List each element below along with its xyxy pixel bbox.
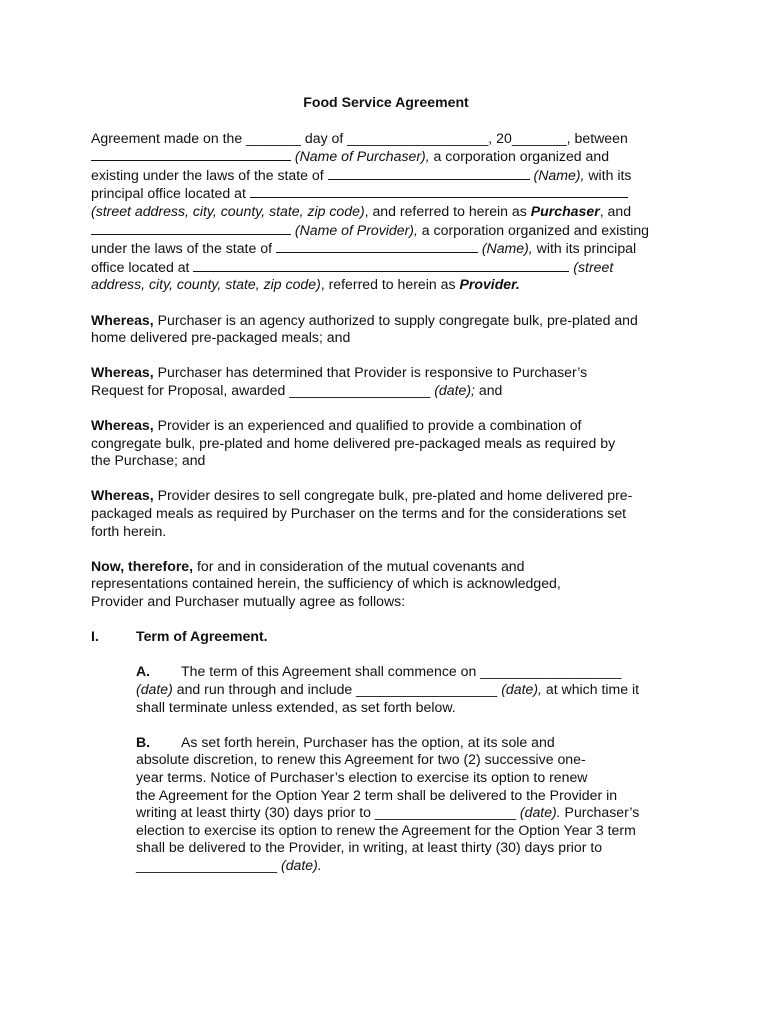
subsection-a: A. The term of this Agreement shall commence on __________________ (date) and run through and include __________________ (date), at which time it shall terminate unless extended, as set forth below. — [136, 663, 640, 715]
intro-line-7: under the laws of the state of (Name), with its principal — [91, 240, 637, 257]
blank-provider-name — [91, 221, 291, 235]
intro-line-3: existing under the laws of the state of (Name), with its — [91, 166, 632, 183]
therefore-paragraph: Now, therefore, for and in consideration of the mutual covenants and representations contained herein, the sufficiency of which is acknowledged, Provider and Purchaser mutually agree as follows: — [91, 557, 561, 610]
document-body — [91, 94, 681, 892]
section-heading-term — [91, 628, 681, 646]
whereas-paragraph-4: Whereas, Provider desires to sell congregate bulk, pre-plated and home delivered pre- packaged meals as required by Purchaser on the terms and for the considerations set forth herein. — [91, 487, 633, 539]
subsection-letter: B. — [136, 733, 151, 750]
whereas-paragraph-1: Whereas, Purchaser is an agency authorized to supply congregate bulk, pre-plated and home delivered pre-packaged meals; and — [91, 311, 638, 346]
document-title: Food Service Agreement — [303, 94, 469, 110]
subsection-b: B. As set forth herein, Purchaser has the option, at its sole and absolute discretion, to renew this Agreement for two (2) successive one- year terms. Notice of Purchaser’s election to exercise its option to renew the Agreement for the Option Year 2 term shall be delivered to the Provider in writing at least thirty (30) days prior to __________________ (date). Purchaser’s election to exercise its option to renew the Agreement for the Option Year 3 term shall be delivered to the Provider, in writing, at least thirty (30) days prior to __________________ (date). — [136, 733, 640, 873]
whereas-paragraph-2: Whereas, Purchaser has determined that Provider is responsive to Purchaser’s Request for Proposal, awarded __________________ (date); and — [91, 364, 588, 398]
blank-purchaser-state — [328, 166, 530, 180]
section-title: Term of Agreement. — [136, 628, 268, 645]
blank-purchaser-name — [91, 147, 291, 161]
intro-paragraph — [91, 130, 681, 294]
intro-line-9: address, city, county, state, zip code), referred to herein as Provider. — [91, 276, 520, 293]
blank-provider-state — [276, 239, 478, 253]
intro-line-8: office located at (street — [91, 258, 614, 275]
blank-purchaser-address — [250, 184, 628, 198]
intro-line-5: (street address, city, county, state, zip code), and referred to herein as Purchaser, and — [91, 202, 632, 219]
blank-provider-address — [193, 258, 569, 272]
intro-line-4: principal office located at — [91, 184, 681, 203]
intro-line-2: (Name of Purchaser), a corporation organized and — [91, 147, 681, 166]
intro-line-1: Agreement made on the _______ day of __________________, 20_______, between — [91, 129, 628, 146]
section-number: I. — [91, 628, 99, 645]
intro-line-6: (Name of Provider), a corporation organized and existing — [91, 221, 681, 240]
whereas-paragraph-3: Whereas, Provider is an experienced and qualified to provide a combination of congregate bulk, pre-plated and home delivered pre-packaged meals as required by the Purchase; and — [91, 417, 616, 469]
subsection-letter: A. — [136, 663, 151, 680]
